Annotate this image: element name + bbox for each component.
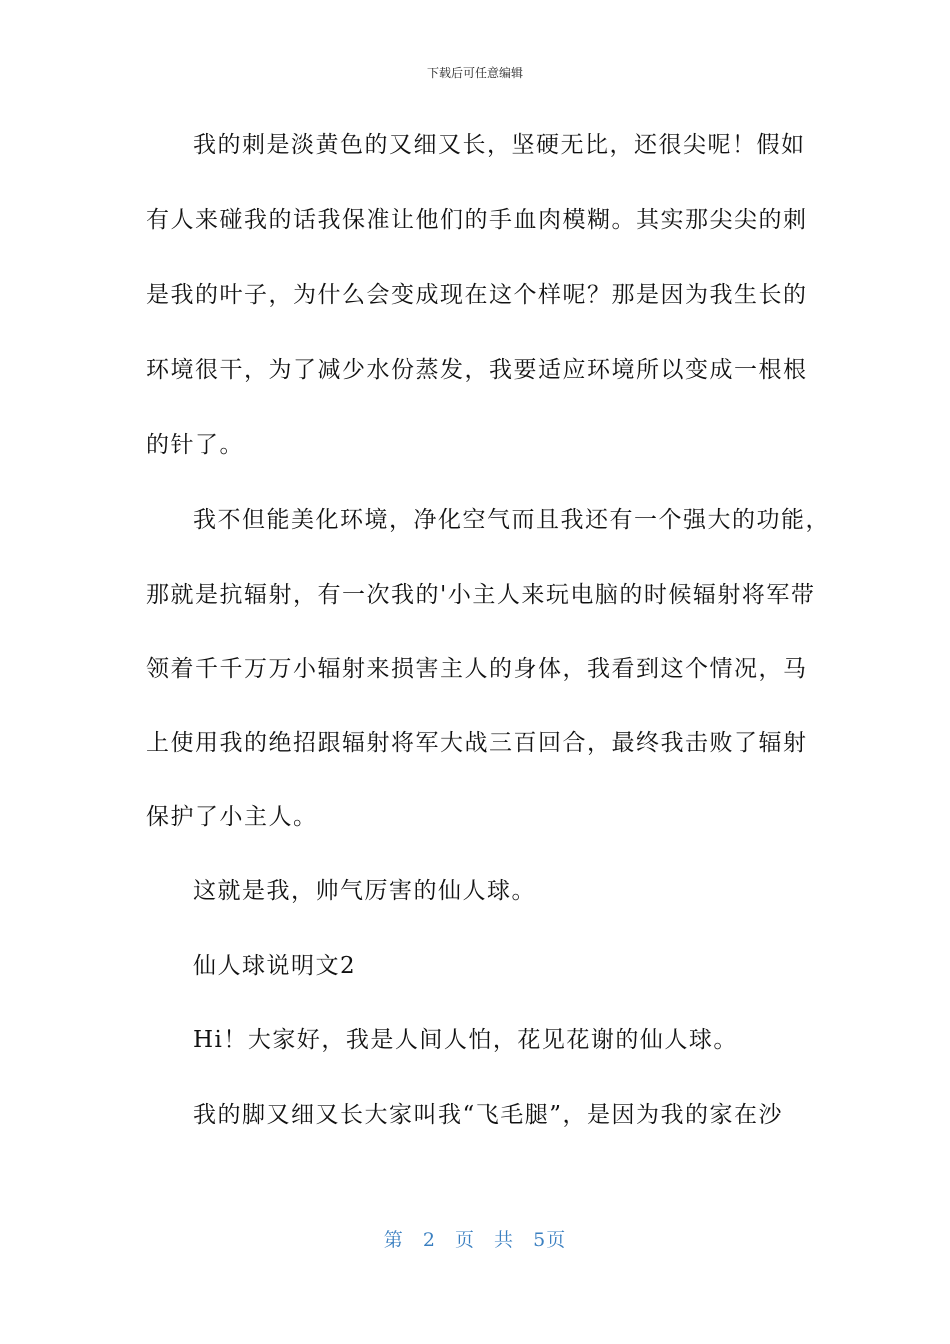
text-line: 是我的叶子，为什么会变成现在这个样呢？那是因为我生长的 — [146, 282, 808, 308]
text-line: 上使用我的绝招跟辐射将军大战三百回合，最终我击败了辐射 — [146, 730, 808, 756]
text-line: 我的脚又细又长大家叫我“飞毛腿”，是因为我的家在沙 — [193, 1102, 784, 1128]
text-line: 这就是我，帅气厉害的仙人球。 — [193, 878, 536, 904]
page-header: 下载后可任意编辑 — [426, 66, 523, 80]
text-line: 保护了小主人。 — [146, 804, 318, 830]
section-heading: 仙人球说明文2 — [193, 953, 357, 979]
footer-total-pages: 5页 — [533, 1229, 567, 1251]
text-line: 环境很干，为了减少水份蒸发，我要适应环境所以变成一根根 — [146, 357, 808, 383]
footer-ye: 页 — [454, 1229, 475, 1251]
text-line: Hi！大家好，我是人间人怕，花见花谢的仙人球。 — [193, 1027, 738, 1053]
text-line: 领着千千万万小辐射来损害主人的身体，我看到这个情况，马 — [146, 656, 808, 682]
text-line: 我不但能美化环境，净化空气而且我还有一个强大的功能， — [193, 507, 830, 533]
text-line: 那就是抗辐射，有一次我的'小主人来玩电脑的时候辐射将军带 — [146, 582, 816, 608]
page-footer — [0, 1225, 950, 1252]
footer-gong: 共 — [494, 1229, 515, 1251]
text-line: 有人来碰我的话我保准让他们的手血肉模糊。其实那尖尖的刺 — [146, 207, 808, 233]
footer-di: 第 — [383, 1229, 404, 1251]
text-line: 我的刺是淡黄色的又细又长，坚硬无比，还很尖呢！假如 — [193, 132, 806, 158]
text-line: 的针了。 — [146, 432, 244, 458]
footer-page-number: 2 — [422, 1229, 436, 1251]
